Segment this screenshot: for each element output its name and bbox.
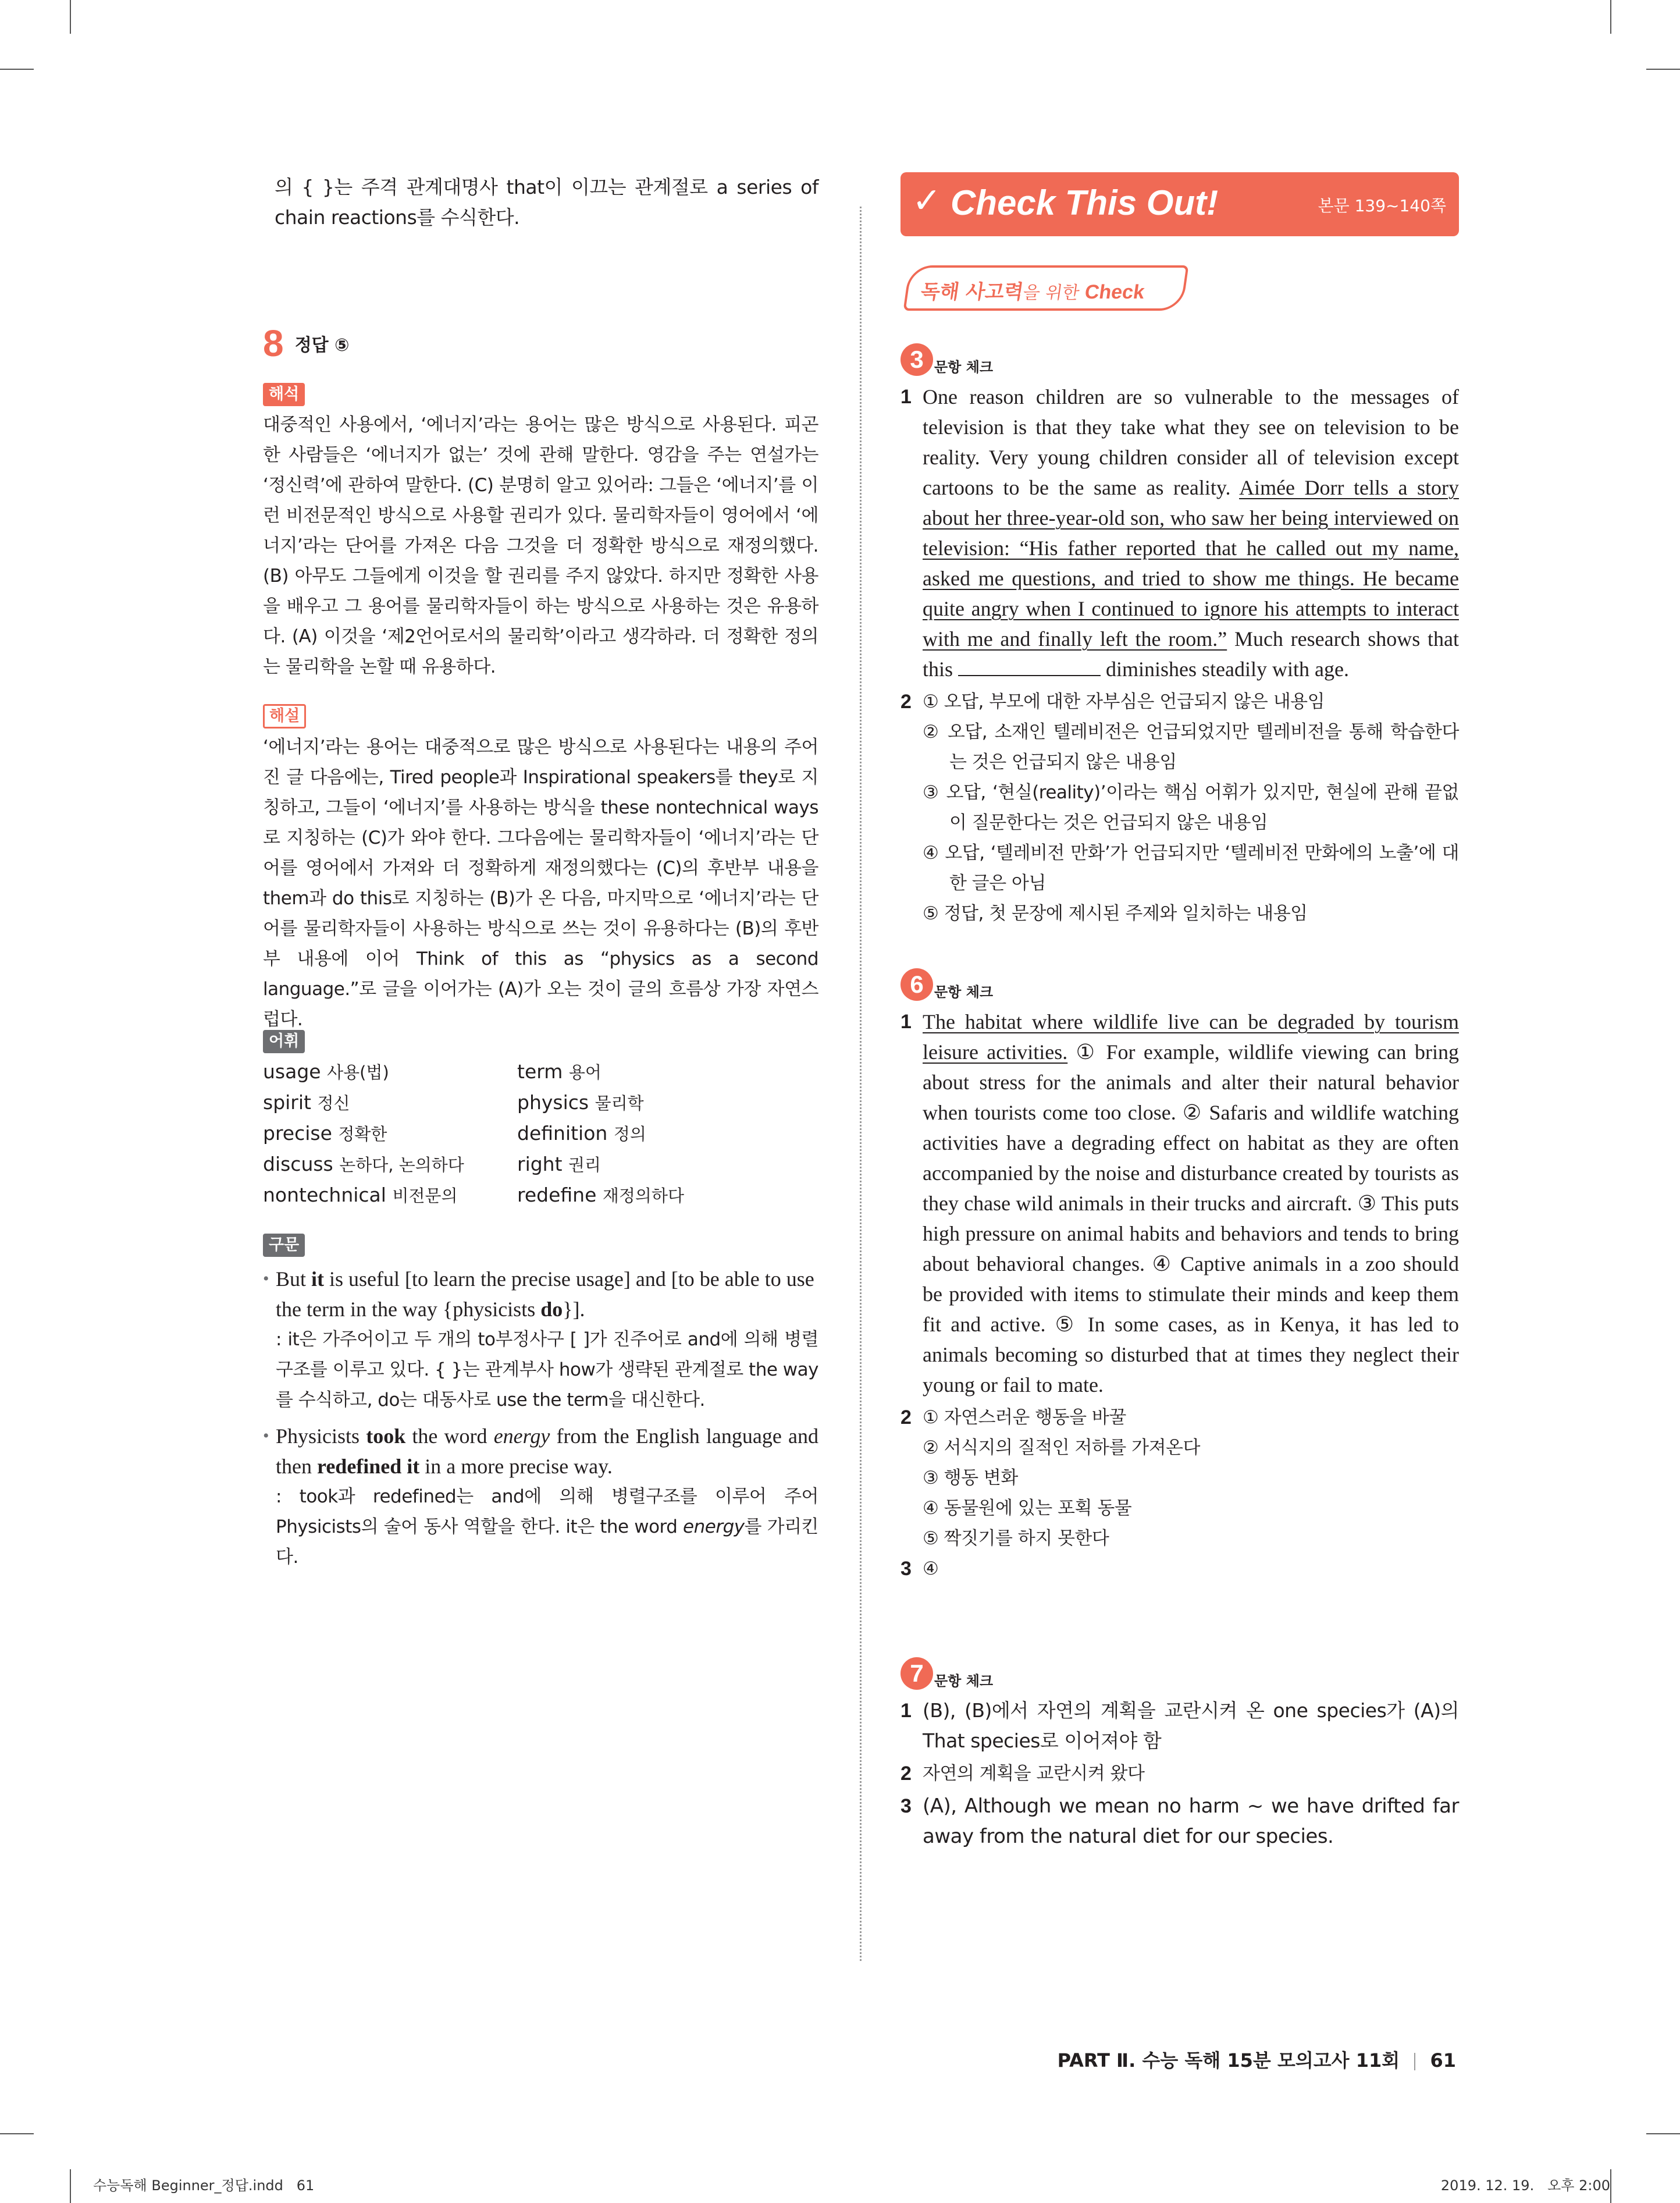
check-icon: ✓ bbox=[912, 180, 942, 221]
q3-answer-2: 2 ① 오답, 부모에 대한 자부심은 언급되지 않은 내용임 ② 오답, 소재인 텔레비전은 언급되었지만 텔레비전을 통해 학습한다는 것은 언급되지 않은 내용임 ③ 오답, ‘현실(reality)’이라는 핵심 어휘가 있지만, 현실에 관해 끝없이 질문한다는 것은 언급되지 않은 내용임 ④ 오답, ‘텔레비전 만화’가 언급되지만 ‘텔레비전 만화에의 노출’에 대한 글은 아님 ⑤ 정답, 첫 문장에 제시된 주제와 일치하는 내용임 bbox=[900, 687, 1459, 929]
syntax-section bbox=[263, 1234, 818, 1572]
q3-option-3: ③ 오답, ‘현실(reality)’이라는 핵심 어휘가 있지만, 현실에 관해 끝없이 질문한다는 것은 언급되지 않은 내용임 bbox=[923, 782, 1459, 833]
crop-mark bbox=[1610, 2169, 1611, 2203]
page-number: 61 bbox=[1430, 2049, 1456, 2071]
q3-option-5: ⑤ 정답, 첫 문장에 제시된 주제와 일치하는 내용임 bbox=[923, 903, 1308, 924]
vocab-item: spirit 정신 bbox=[263, 1091, 350, 1114]
q3-block bbox=[900, 343, 1459, 929]
syntax-sentence-2: • Physicists took the word energy from the English language and then redefined it in a more precise way. bbox=[263, 1421, 818, 1481]
vocab-tag: 어휘 bbox=[263, 1030, 305, 1053]
column-divider bbox=[860, 207, 862, 1961]
vocab-list bbox=[263, 1057, 818, 1211]
q6-header bbox=[900, 968, 1459, 1001]
q6-option-4: ④ 동물원에 있는 포획 동물 bbox=[923, 1498, 1132, 1519]
explanation-tag: 해설 bbox=[263, 704, 306, 729]
vocab-item: nontechnical 비전문의 bbox=[263, 1184, 458, 1206]
crop-mark bbox=[0, 69, 34, 70]
vocab-item: redefine 재정의하다 bbox=[517, 1184, 684, 1206]
syntax-note-2: : took과 redefined는 and에 의해 병렬구조를 이루어 주어 Physicists의 술어 동사 역할을 한다. it은 the word energy를 가리킨다. bbox=[276, 1486, 819, 1568]
continued-note: 의 { }는 주격 관계대명사 that이 이끄는 관계절로 a series of chain reactions를 수식한다. bbox=[275, 176, 818, 229]
q7-answer-2: 2 자연의 계획을 교란시켜 왔다 bbox=[900, 1763, 1145, 1785]
slug-left: 수능독해 Beginner_정답.indd 61 bbox=[93, 2177, 315, 2194]
translation-text: 대중적인 사용에서, ‘에너지’라는 용어는 많은 방식으로 사용된다. 피곤한 사람들은 ‘에너지가 없는’ 것에 관해 말한다. 영감을 주는 연설가는 ‘정신력’에 관하여 말한다. (C) 분명히 알고 있어라: 그들은 ‘에너지’를 이런 비전문적인 방식으로 사용할 권리가 있다. 물리학자들이 영어에서 ‘에너지’라는 단어를 가져온 다음 그것을 더 정확한 방식으로 재정의했다. (B) 아무도 그들에게 이것을 할 권리를 주지 않았다. 하지만 정확한 사용을 배우고 그 용어를 물리학자들이 하는 방식으로 사용하는 것은 유용하다. (A) 이것을 ‘제2언어로서의 물리학’이라고 생각하라. 더 정확한 정의는 물리학을 논할 때 유용하다. bbox=[263, 414, 818, 677]
vocab-item: discuss 논하다, 논의하다 bbox=[263, 1153, 464, 1175]
crop-mark bbox=[0, 2133, 34, 2134]
syntax-tag: 구문 bbox=[263, 1234, 305, 1257]
banner-pages: 본문 139~140쪽 bbox=[1318, 196, 1446, 215]
vocab-item: right 권리 bbox=[517, 1153, 601, 1175]
explanation-section bbox=[263, 704, 818, 1035]
translation-tag: 해석 bbox=[263, 383, 305, 406]
q7-header bbox=[900, 1657, 1459, 1690]
q3-option-1: ① 오답, 부모에 대한 자부심은 언급되지 않은 내용임 bbox=[923, 691, 1325, 712]
crop-mark bbox=[1646, 69, 1680, 70]
vocab-item: precise 정확한 bbox=[263, 1122, 387, 1145]
crop-mark bbox=[1610, 0, 1611, 34]
vocab-item: physics 물리학 bbox=[517, 1091, 644, 1114]
syntax-note-1: : it은 가주어이고 두 개의 to부정사구 [ ]가 진주어로 and에 의해 병렬구조를 이루고 있다. { }는 관계부사 how가 생략된 관계절로 the way를 수식하고, do는 대동사로 use the term을 대신한다. bbox=[276, 1329, 818, 1410]
banner-title: Check This Out! bbox=[951, 183, 1219, 222]
crop-mark bbox=[70, 2169, 71, 2203]
q6-block bbox=[900, 968, 1459, 1584]
q8-number: 8 bbox=[263, 322, 284, 364]
q7-number: 7 bbox=[900, 1657, 933, 1690]
explanation-text: ‘에너지’라는 용어는 대중적으로 많은 방식으로 사용된다는 내용의 주어진 글 다음에는, Tired people과 Inspirational speakers를 they로 지칭하고, 그들이 ‘에너지’를 사용하는 방식을 these nontechnical ways로 지칭하는 (C)가 와야 한다. 그다음에는 물리학자들이 ‘에너지’라는 단어를 영어에서 가져와 더 정확하게 재정의했다는 (C)의 후반부 내용을 them과 do this로 지칭하는 (B)가 온 다음, 마지막으로 ‘에너지’라는 단어를 물리학자들이 사용하는 방식으로 쓰는 것이 유용하다는 (B)의 후반부 내용에 이어 Think of this as “physics as a second language.”로 글을 이어가는 (A)가 오는 것이 글의 흐름상 가장 자연스럽다. bbox=[263, 737, 818, 1030]
crop-mark bbox=[70, 0, 71, 34]
q7-answer-3: 3 (A), Although we mean no harm ~ we have drifted far away from the natural diet for our species. bbox=[900, 1795, 1459, 1848]
q6-option-2: ② 서식지의 질적인 저하를 가져온다 bbox=[923, 1437, 1200, 1458]
sticker-label: 독해 사고력을 위한 Check bbox=[903, 265, 1189, 311]
check-this-out-banner bbox=[900, 172, 1459, 236]
q6-number: 6 bbox=[900, 968, 933, 1001]
q6-answer-2: 2 ① 자연스러운 행동을 바꿀 ② 서식지의 질적인 저하를 가져온다 ③ 행동 변화 ④ 동물원에 있는 포획 동물 ⑤ 짝짓기를 하지 못한다 bbox=[900, 1402, 1459, 1554]
q3-number: 3 bbox=[900, 343, 933, 376]
footer-separator bbox=[1414, 2053, 1415, 2070]
q3-header bbox=[900, 343, 1459, 376]
page-footer bbox=[1058, 2046, 1456, 2073]
q6-label: 문항 체크 bbox=[934, 984, 994, 1000]
syntax-sentence-1: • But it is useful [to learn the precise usage] and [to be able to use the term in the way {physicists do}]. bbox=[263, 1264, 818, 1324]
vocab-item: usage 사용(법) bbox=[263, 1060, 389, 1083]
q3-option-2: ② 오답, 소재인 텔레비전은 언급되었지만 텔레비전을 통해 학습한다는 것은 언급되지 않은 내용임 bbox=[923, 722, 1459, 773]
q7-answer-1: 1 (B), (B)에서 자연의 계획을 교란시켜 온 one species가 (A)의 That species로 이어져야 함 bbox=[900, 1699, 1459, 1752]
slug-right: 2019. 12. 19. 오후 2:00 bbox=[1440, 2177, 1610, 2194]
vocab-section bbox=[263, 1030, 818, 1211]
q6-option-3: ③ 행동 변화 bbox=[923, 1468, 1018, 1488]
footer-part: PART Ⅱ. 수능 독해 15분 모의고사 bbox=[1057, 2049, 1356, 2071]
vocab-item: definition 정의 bbox=[517, 1122, 646, 1145]
q3-label: 문항 체크 bbox=[934, 359, 994, 375]
q6-option-1: ① 자연스러운 행동을 바꿀 bbox=[923, 1407, 1126, 1428]
q8-answer: 정답 ⑤ bbox=[294, 335, 350, 356]
footer-round: 11회 bbox=[1355, 2049, 1400, 2071]
q3-option-4: ④ 오답, ‘텔레비전 만화’가 언급되지만 ‘텔레비전 만화에의 노출’에 대한 글은 아님 bbox=[923, 843, 1459, 894]
q7-label: 문항 체크 bbox=[934, 1673, 994, 1689]
crop-mark bbox=[1646, 2133, 1680, 2134]
q3-answer-1: 1 One reason children are so vulnerable to the messages of television is that they take what they see on television to be reality. Very young children consider all of television except cartoons to be the same as reality. Aimée Dorr tells a story about her three-year-old son, who saw her being interviewed on television: “His father reported that he called out my name, asked me questions, and tried to show me things. He became quite angry when I continued to ignore his attempts to interact with me and finally left the room.” Much research shows that this diminishes steadily with age. bbox=[900, 385, 1460, 681]
q6-answer-1: 1 The habitat where wildlife live can be degraded by tourism leisure activities. ① For example, wildlife viewing can bring about stress for the animals and alter their natural behavior when tourists come too close. ② Safaris and wildlife watching activities have a degrading effect on habitat as they are often accompanied by the noise and disturbance created by tourists as they chase wild animals in their trucks and aircraft. ③ This puts high pressure on animal habits and behaviors and tends to bring about behavioral changes. ④ Captive animals in a zoo should be provided with items to stimulate their minds and keep them fit and active. ⑤ In some cases, as in Kenya, it has led to animals becoming so disturbed that at times they neglect their young or fail to mate. bbox=[900, 1010, 1459, 1397]
translation-section bbox=[263, 383, 818, 682]
q8-header bbox=[263, 322, 350, 365]
q6-option-5: ⑤ 짝짓기를 하지 못한다 bbox=[923, 1528, 1109, 1549]
q7-block bbox=[900, 1657, 1459, 1852]
vocab-item: term 용어 bbox=[517, 1060, 601, 1083]
q6-answer-3: 3 ④ bbox=[900, 1558, 939, 1580]
